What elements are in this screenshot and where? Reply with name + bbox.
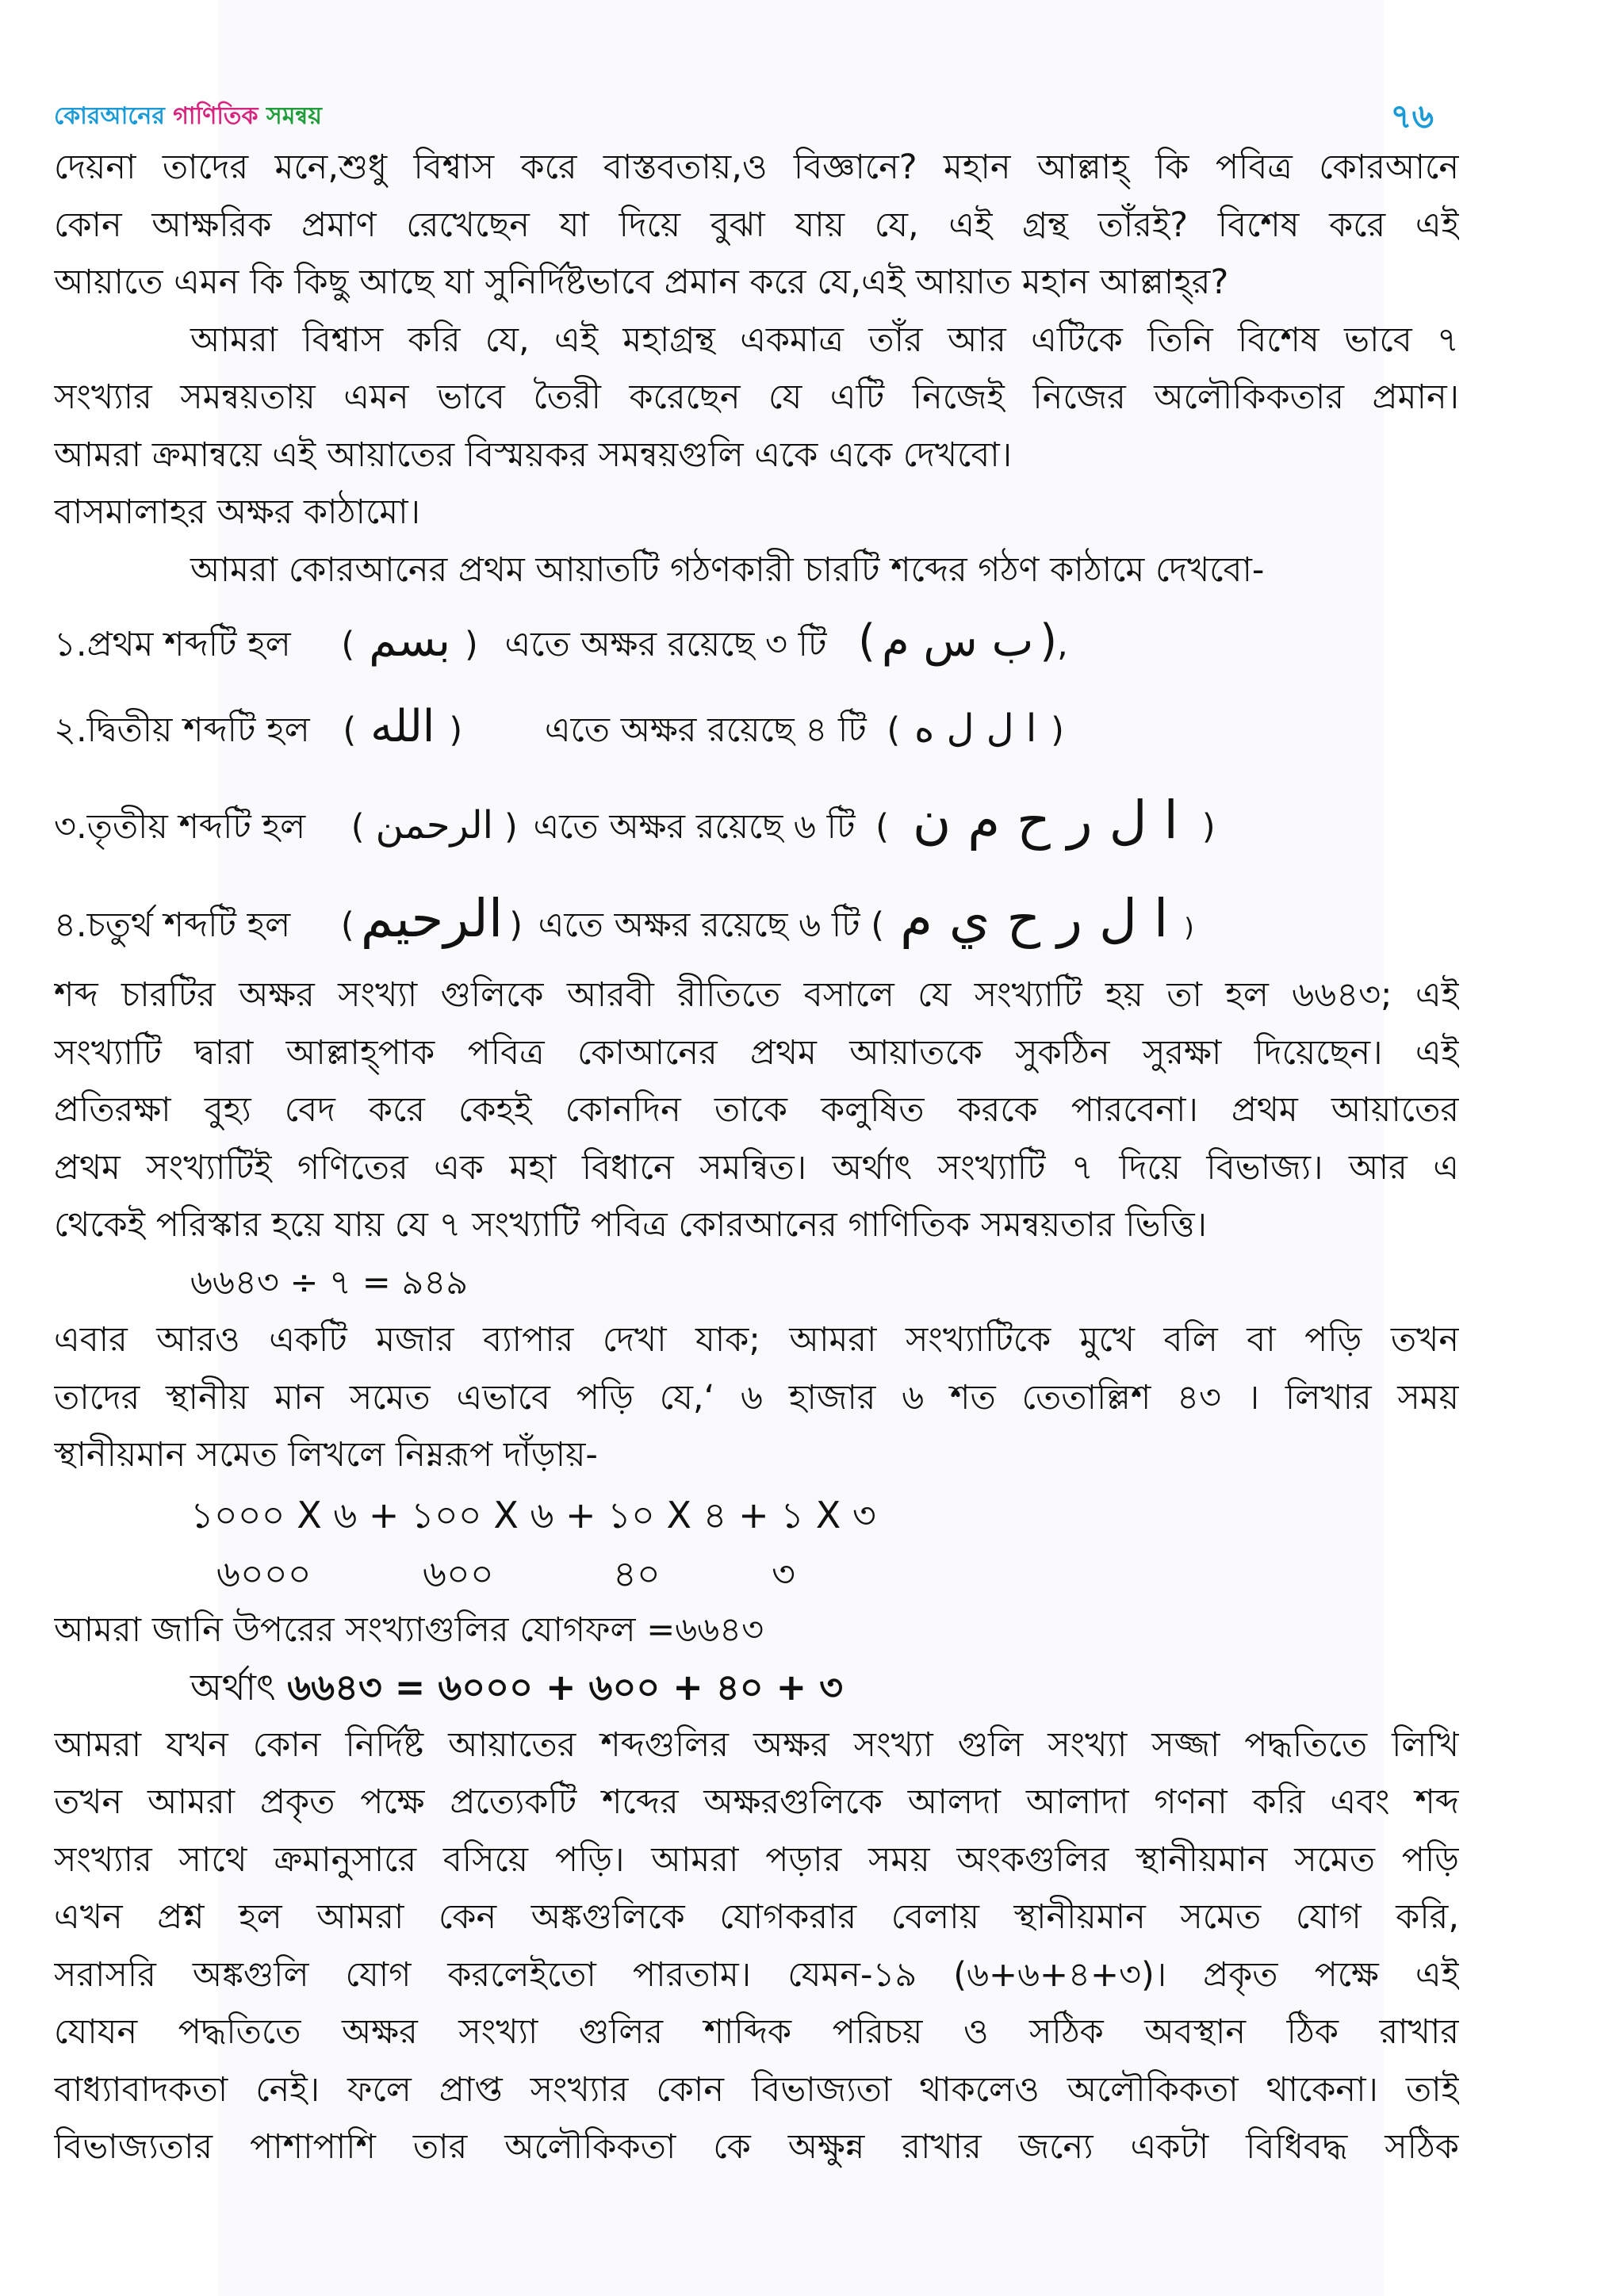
arabic-letters: ا ل ر ح م ن [912, 790, 1178, 851]
text-line: থেকেই পরিস্কার হয়ে যায় যে ৭ সংখ্যাটি পবিত্র কোরআনের গাণিতিক সমন্বয়তার ভিত্তি। [54, 1205, 1207, 1245]
arabic-word: الله [370, 701, 435, 752]
page-number: ৭৬ [1390, 97, 1434, 136]
place-value-results [54, 1546, 1459, 1601]
book-title-part-3: সমন্বয় [266, 102, 322, 130]
letter-count-text: এতে অক্ষর রয়েছে ৪ টি [544, 710, 867, 750]
text-line: এখন প্রশ্ন হল আমরা কেন অঙ্কগুলিকে যোগকরার বেলায় স্থানীয়মান সমেত যোগ করি, [54, 1897, 1459, 1937]
text-line: শব্দ চারটির অক্ষর সংখ্যা গুলিকে আরবী রীতিতে বসালে যে সংখ্যাটি হয় তা হল ৬৬৪৩; এই [54, 975, 1459, 1015]
text-line: সংখ্যার সাথে ক্রমানুসারে বসিয়ে পড়ি। আমরা পড়ার সময় অংকগুলির স্থানীয়মান সমেত পড়ি [54, 1839, 1459, 1880]
arabic-word: الرحمن [375, 803, 493, 848]
text-line: এবার আরও একটি মজার ব্যাপার দেখা যাক; আমরা সংখ্যাটিকে মুখে বলি বা পড়ি তখন [54, 1320, 1459, 1360]
paragraph-3 [54, 966, 1459, 1254]
text-line: আমরা যখন কোন নির্দিষ্ট আয়াতের শব্দগুলির অক্ষর সংখ্যা গুলি সংখ্যা সজ্জা পদ্ধতিতে লিখি [54, 1724, 1459, 1765]
paragraph-4 [54, 1311, 1459, 1484]
sum-line: আমরা জানি উপরের সংখ্যাগুলির যোগফল =৬৬৪৩ [54, 1609, 764, 1650]
word-row-4: ৪.চতুর্থ শব্দটি হল ( الرحيم ) এতে অক্ষর রয়েছে ৬ টি ( ا ل ر ح ي م ) [54, 888, 1194, 949]
text-line: আয়াতে এমন কি কিছু আছে যা সুনির্দিষ্টভাবে প্রমান করে যে,এই আয়াত মহান আল্লাহ্‌র? [54, 262, 1229, 302]
text-line: স্থানীয়মান সমেত লিখলে নিম্নরূপ দাঁড়ায়- [54, 1435, 598, 1475]
text-line: সংখ্যার সমন্বয়তায় এমন ভাবে তৈরী করেছেন যে এটি নিজেই নিজের অলৌকিকতার প্রমান। [54, 377, 1459, 417]
paragraph-1 [54, 139, 1459, 312]
expansion-value: ৩ [772, 1552, 795, 1595]
place-value-expansion: ১০০০ X ৬ + ১০০ X ৬ + ১০ X ৪ + ১ X ৩ [190, 1493, 876, 1536]
text-line: দেয়না তাদের মনে,শুধু বিশ্বাস করে বাস্তবতায়,ও বিজ্ঞানে? মহান আল্লাহ্ কি পবিত্র কোরআনে [54, 147, 1459, 187]
therefore-prefix: অর্থাৎ [190, 1666, 288, 1709]
word-label: ৩.তৃতীয় শব্দটি হল [54, 807, 306, 847]
expansion-value: ৬০০০ [216, 1552, 312, 1595]
word-row-3: ৩.তৃতীয় শব্দটি হল ( الرحمن ) এতে অক্ষর রয়েছে ৬ টি ( ا ل ر ح م ن ) [54, 790, 1216, 851]
arabic-letters: ب س م [881, 615, 1034, 667]
word-label: ৪.চতুর্থ শব্দটি হল [54, 905, 291, 945]
letter-count-text: এতে অক্ষর রয়েছে ৩ টি [504, 625, 827, 664]
text-line: প্রথম সংখ্যাটিই গণিতের এক মহা বিধানে সমন্বিত। অর্থাৎ সংখ্যাটি ৭ দিয়ে বিভাজ্য। আর এ [54, 1147, 1459, 1188]
arabic-word: الرحيم [360, 888, 504, 949]
word-label: ১.প্রথম শব্দটি হল [54, 625, 291, 664]
division-equation: ৬৬৪৩ ÷ ৭ = ৯৪৯ [190, 1262, 469, 1303]
text-line: কোন আক্ষরিক প্রমাণ রেখেছেন যা দিয়ে বুঝা যায় যে, এই গ্রন্থ তাঁরই? বিশেষ করে এই [54, 205, 1459, 245]
expansion-value: ৪০ [613, 1552, 661, 1595]
book-title [54, 97, 322, 137]
therefore-equation: ৬৬৪৩ = ৬০০০ + ৬০০ + ৪০ + ৩ [287, 1666, 844, 1709]
text-line: তাদের স্থানীয় মান সমেত এভাবে পড়ি যে,‘ ৬ হাজার ৬ শত তেতাল্লিশ ৪৩ । লিখার সময় [54, 1377, 1459, 1418]
text-line: তখন আমরা প্রকৃত পক্ষে প্রত্যেকটি শব্দের অক্ষরগুলিকে আলদা আলাদা গণনা করি এবং শব্দ [54, 1782, 1459, 1822]
page-body [54, 139, 1459, 2176]
letter-count-text: এতে অক্ষর রয়েছে ৬ টি [538, 905, 860, 945]
text-line: সংখ্যাটি দ্বারা আল্লাহ্পাক পবিত্র কোআনের প্রথম আয়াতকে সুকঠিন সুরক্ষা দিয়েছেন। এই [54, 1032, 1459, 1073]
text-line: প্রতিরক্ষা বুহ্য বেদ করে কেহই কোনদিন তাকে কলুষিত করকে পারবেনা। প্রথম আয়াতের [54, 1090, 1459, 1130]
subheading: বাসমালাহর অক্ষর কাঠামো। [54, 492, 420, 532]
book-title-part-1: কোরআনের [54, 102, 174, 130]
text-line: সরাসরি অঙ্কগুলি যোগ করলেইতো পারতাম। যেমন-১৯ (৬+৬+৪+৩)। প্রকৃত পক্ষে এই [54, 1954, 1459, 1995]
paragraph-2 [54, 312, 1459, 484]
arabic-letters: ا ل ر ح ي م [900, 888, 1169, 949]
expansion-value: ৬০০ [423, 1552, 494, 1595]
page-header [54, 90, 1434, 136]
trailing-punctuation: , [1057, 625, 1068, 664]
arabic-word: بسم [369, 615, 450, 667]
book-title-part-2: গাণিতিক [173, 102, 266, 130]
letter-count-text: এতে অক্ষর রয়েছে ৬ টি [533, 807, 856, 847]
text-line: আমরা বিশ্বাস করি যে, এই মহাগ্রন্থ একমাত্র তাঁর আর এটিকে তিনি বিশেষ ভাবে ৭ [190, 320, 1459, 360]
therefore-line [54, 1659, 1459, 1716]
word-row-2: ২.দ্বিতীয় শব্দটি হল ( الله ) এতে অক্ষর রয়েছে ৪ টি ( ا ل ل ه ) [54, 701, 1064, 752]
word-row-1: ১.প্রথম শব্দটি হল ( بسم ) এতে অক্ষর রয়েছে ৩ টি ( ب س م ), [54, 615, 1068, 667]
paragraph-5 [54, 1716, 1459, 2176]
word-label: ২.দ্বিতীয় শব্দটি হল [54, 710, 310, 750]
text-line: বিভাজ্যতার পাশাপাশি তার অলৌকিকতা কে অক্ষুন্ন রাখার জন্যে একটা বিধিবদ্ধ সঠিক [54, 2127, 1459, 2167]
text-line: বাধ্যাবাদকতা নেই। ফলে প্রাপ্ত সংখ্যার কোন বিভাজ্যতা থাকলেও অলৌকিকতা থাকেনা। তাই [54, 2069, 1459, 2110]
intro-line: আমরা কোরআনের প্রথম আয়াতটি গঠণকারী চারটি শব্দের গঠণ কাঠামে দেখবো- [190, 549, 1265, 590]
text-line: যোযন পদ্ধতিতে অক্ষর সংখ্যা গুলির শাব্দিক পরিচয় ও সঠিক অবস্থান ঠিক রাখার [54, 2012, 1459, 2052]
text-line: আমরা ক্রমান্বয়ে এই আয়াতের বিস্ময়কর সমন্বয়গুলি একে একে দেখবো। [54, 434, 1013, 475]
arabic-letters: ا ل ل ه [914, 706, 1037, 751]
word-breakdown-list [54, 599, 1459, 966]
